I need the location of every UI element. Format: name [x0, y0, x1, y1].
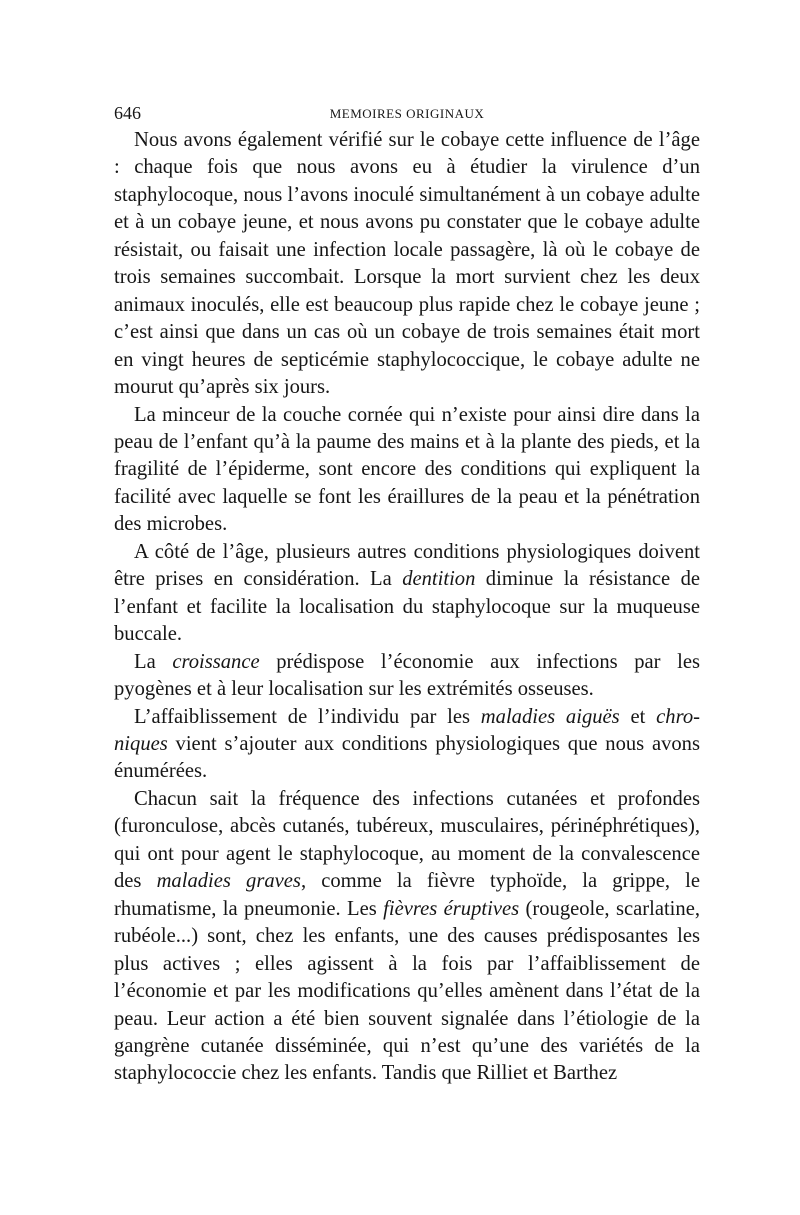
text-run: L’affaiblissement de l’individu par les — [134, 705, 481, 728]
page-number: 646 — [114, 103, 141, 123]
text-run: , comme la fièvre typhoïde, la grippe, le rhumatisme, la pneumonie. Les — [114, 870, 700, 920]
text-run: vient s’ajouter aux conditions physiologiques que nous avons énumérées. — [114, 732, 700, 783]
paragraph — [114, 649, 700, 704]
text-run: La — [134, 650, 173, 673]
text-run: diminue la résistance de l’enfant et facilite la localisation du staphylocoque sur la muqueuse buccale. — [114, 568, 701, 646]
italic-term: maladies aiguës — [480, 705, 620, 728]
italic-term: fièvres éruptives — [383, 897, 520, 920]
paragraph — [114, 539, 700, 649]
italic-term: dentition — [402, 568, 476, 591]
paragraph: Nous avons également vérifié sur le cobaye cette influence de l’âge : chaque fois que nous avons eu à étudier la virulence d’un staphylocoque, nous l’avons inoculé simultanément à un cobaye adulte et à un cobaye jeune, et nous avons pu constater que le cobaye adulte résistait, ou faisait une infection locale passagère, là où le cobaye de trois semaines succombait. Lorsque la mort survient chez les deux animaux inoculés, elle est beaucoup plus rapide chez le cobaye jeune ; c’est ainsi que dans un cas où un cobaye de trois semaines était mort en vingt heures de septicémie staphylococcique, le cobaye adulte ne mourut qu’après six jours. — [114, 129, 700, 399]
text-run: A côté de l’âge, plusieurs autres conditions physiologiques doivent être prises en considération. La — [114, 540, 700, 591]
paragraph — [114, 704, 700, 786]
italic-term: croissance — [172, 650, 260, 673]
italic-term: maladies graves — [156, 870, 301, 893]
text-run: et — [619, 705, 657, 728]
text-run: (rougeole, scarlatine, rubéole...) sont, chez les enfants, une des causes prédisposantes les plus actives ; elles agissent à la fois par l’affaiblissement de l’économie et par les modifications qu’elles amènent dans l’état de la peau. Leur action a été bien souvent signalée dans l’étiologie de la gangrène cutanée disséminée, qui n’est qu’une des variétés de la staphylococcie chez les enfants. Tandis que Rilliet et Barthez — [114, 897, 700, 1085]
running-title: MEMOIRES ORIGINAUX — [329, 106, 485, 121]
text-run: prédispose l’économie aux infections par les pyogènes et à leur localisation sur les extrémités osseuses. — [114, 650, 700, 701]
body-text — [114, 127, 700, 1088]
italic-term: chroniques — [114, 705, 700, 755]
text-run: Chacun sait la fréquence des infections cutanées et profondes (furonculose, abcès cutanés, tubéreux, musculaires, périnéphrétiques), qui ont pour agent le staphylocoque, au moment de la convalescence des — [114, 787, 700, 893]
paragraph: La minceur de la couche cornée qui n’existe pour ainsi dire dans la peau de l’enfant qu’à la paume des mains et à la plante des pieds, et la fragilité de l’épiderme, sont encore des conditions qui expliquent la facilité avec laquelle se font les éraillures de la peau et la pénétration des microbes. — [114, 403, 700, 536]
running-head — [114, 103, 700, 125]
paragraph — [114, 786, 700, 1088]
